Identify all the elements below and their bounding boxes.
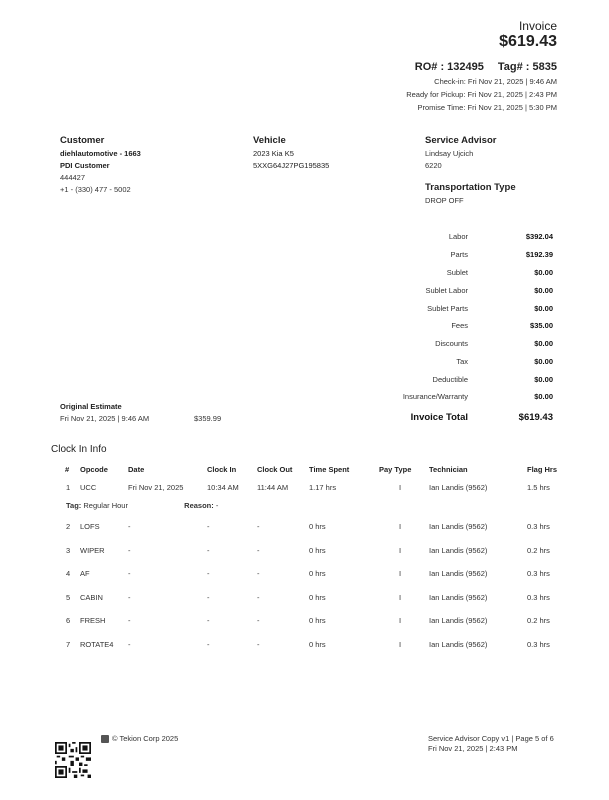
cell: ROTATE4 (80, 639, 114, 649)
qr-code-icon (55, 742, 91, 778)
summary-label: Fees (451, 321, 468, 330)
cell: 0 hrs (309, 522, 326, 532)
cell: - (128, 569, 131, 579)
table-row (60, 633, 567, 657)
summary-row-sublet (333, 268, 553, 282)
vehicle-block (253, 135, 329, 172)
summary-row-sublet-parts (333, 304, 553, 318)
cell: 3 (66, 545, 71, 555)
col-header: Pay Type (379, 464, 412, 474)
cell: 2 (66, 522, 71, 532)
cell: I (399, 616, 402, 626)
cell: WIPER (80, 545, 105, 555)
cell: 1.5 hrs (527, 483, 550, 492)
service-advisor-heading: Service Advisor (425, 135, 497, 146)
summary-row-parts (333, 250, 553, 264)
check-in-time: Check-in: Fri Nov 21, 2025 | 9:46 AM (434, 77, 557, 86)
tag-reason-line (66, 501, 218, 510)
cell: 0 hrs (309, 569, 326, 579)
cell: - (128, 616, 131, 626)
service-advisor-name: Lindsay Ujcich (425, 149, 474, 158)
cell: FRESH (80, 616, 106, 626)
summary-value: $392.04 (525, 232, 553, 241)
cell: Ian Landis (9562) (429, 592, 488, 602)
col-header: Technician (429, 464, 468, 474)
summary-value: $35.00 (530, 321, 553, 330)
original-estimate-amount: $359.99 (194, 414, 222, 423)
summary-label: Labor (448, 232, 468, 241)
copyright-text: © Tekion Corp 2025 (112, 734, 179, 743)
promise-time: Promise Time: Fri Nov 21, 2025 | 5:30 PM (417, 103, 557, 112)
original-estimate-heading: Original Estimate (60, 402, 122, 411)
cell: I (399, 483, 402, 492)
cell: I (399, 639, 402, 649)
tag-value: Regular Hour (83, 501, 128, 510)
summary-label: Insurance/Warranty (402, 392, 468, 401)
reason-label: Reason: (184, 501, 214, 510)
cell: Ian Landis (9562) (429, 639, 488, 649)
service-advisor-block (425, 135, 516, 207)
cell: 6 (66, 616, 71, 626)
cell: Ian Landis (9562) (429, 522, 488, 532)
clock-in-header-row (60, 461, 567, 477)
ready-for-pickup-time: Ready for Pickup: Fri Nov 21, 2025 | 2:43 PM (406, 90, 557, 99)
col-header: Time Spent (309, 464, 350, 474)
cell: AF (80, 569, 90, 579)
summary-row-insurance-warranty (333, 392, 553, 406)
cell: - (257, 522, 260, 532)
cell: CABIN (80, 592, 103, 602)
cell: - (128, 592, 131, 602)
clock-in-heading: Clock In Info (51, 444, 107, 455)
cell: Fri Nov 21, 2025 (128, 483, 184, 492)
cell: 0.3 hrs (527, 639, 550, 649)
summary-label: Parts (450, 250, 468, 259)
cell: 0 hrs (309, 639, 326, 649)
cell: I (399, 592, 402, 602)
customer-type: PDI Customer (60, 161, 110, 170)
cell: - (207, 522, 210, 532)
ro-number: RO# : 132495 (414, 61, 484, 73)
summary-row-sublet-labor (333, 286, 553, 300)
cell: Ian Landis (9562) (429, 569, 488, 579)
service-advisor-number: 6220 (425, 161, 442, 170)
col-header: # (65, 464, 70, 474)
table-row (60, 539, 567, 563)
printed-time: Fri Nov 21, 2025 | 2:43 PM (428, 744, 518, 753)
cell: 0.2 hrs (527, 545, 550, 555)
col-header: Flag Hrs (527, 464, 558, 474)
footer-page-info (428, 734, 554, 754)
summary-row-discounts (333, 339, 553, 353)
customer-heading: Customer (60, 135, 105, 146)
cell: - (257, 592, 260, 602)
summary-label: Deductible (432, 375, 468, 384)
summary-label: Tax (456, 357, 468, 366)
table-row (60, 609, 567, 633)
cell: - (257, 569, 260, 579)
invoice-total-value: $619.43 (518, 412, 553, 423)
summary-row-deductible (333, 375, 553, 389)
cell: Ian Landis (9562) (429, 545, 488, 555)
cell: 11:44 AM (257, 483, 289, 492)
cell: 1 (66, 483, 71, 492)
cell: Ian Landis (9562) (429, 483, 488, 492)
cell: 10:34 AM (207, 483, 239, 492)
cell: 1.17 hrs (309, 483, 337, 492)
cell: 0.3 hrs (527, 592, 550, 602)
summary-value: $0.00 (534, 375, 553, 384)
summary-label: Sublet Parts (427, 304, 468, 313)
cell: - (128, 522, 131, 532)
cell: UCC (80, 483, 97, 492)
summary-value: $0.00 (534, 286, 553, 295)
cell: - (207, 639, 210, 649)
original-estimate-date: Fri Nov 21, 2025 | 9:46 AM (60, 414, 150, 423)
summary-row-invoice-total (333, 412, 553, 428)
cell: LOFS (80, 522, 100, 532)
summary-value: $0.00 (534, 357, 553, 366)
ro-tag-line (415, 61, 557, 73)
table-row (60, 562, 567, 586)
cell: 0.2 hrs (527, 616, 550, 626)
cell: Ian Landis (9562) (429, 616, 488, 626)
summary-label: Sublet Labor (425, 286, 468, 295)
cell: I (399, 569, 402, 579)
tag-label: Tag: (66, 501, 82, 510)
original-estimate-block (60, 401, 240, 425)
clock-in-table (60, 461, 567, 656)
customer-name: diehlautomotive - 1663 (60, 149, 141, 158)
cell: 0 hrs (309, 545, 326, 555)
cell: 5 (66, 592, 71, 602)
summary-value: $0.00 (534, 339, 553, 348)
cell: - (207, 616, 210, 626)
summary-value: $0.00 (534, 392, 553, 401)
cell: - (207, 545, 210, 555)
invoice-label: Invoice (518, 19, 557, 33)
cell: 0 hrs (309, 592, 326, 602)
cell: 7 (66, 639, 71, 649)
table-row (60, 586, 567, 610)
customer-id: 444427 (60, 173, 86, 182)
customer-block (60, 135, 141, 196)
table-row (60, 515, 567, 539)
footer-copyright (101, 734, 178, 743)
cell: 0 hrs (309, 616, 326, 626)
summary-row-labor (333, 232, 553, 246)
col-header: Opcode (80, 464, 108, 474)
transportation-heading: Transportation Type (425, 182, 516, 193)
cell: - (128, 639, 131, 649)
transportation-value: DROP OFF (425, 196, 464, 205)
cell: - (257, 616, 260, 626)
cell: - (207, 569, 210, 579)
cell: 0.3 hrs (527, 569, 550, 579)
summary-value: $0.00 (534, 304, 553, 313)
col-header: Clock In (207, 464, 237, 474)
vehicle-description: 2023 Kia K5 (253, 149, 294, 158)
summary-row-fees (333, 321, 553, 335)
cell: - (128, 545, 131, 555)
cell: 0.3 hrs (527, 522, 550, 532)
summary-label: Sublet (446, 268, 468, 277)
cell: I (399, 545, 402, 555)
tekion-logo-icon (101, 735, 109, 743)
summary-value: $192.39 (525, 250, 553, 259)
cell: - (257, 639, 260, 649)
customer-phone: +1 - (330) 477 - 5002 (60, 185, 131, 194)
copy-info: Service Advisor Copy v1 | Page 5 of 6 (428, 734, 554, 743)
invoice-total-label: Invoice Total (410, 412, 468, 423)
reason-value: - (215, 501, 219, 510)
summary-label: Discounts (435, 339, 468, 348)
summary-row-tax (333, 357, 553, 371)
summary-value: $0.00 (534, 268, 553, 277)
cell: - (257, 545, 260, 555)
cell: - (207, 592, 210, 602)
col-header: Clock Out (257, 464, 293, 474)
vehicle-vin: 5XXG64J27PG195835 (253, 161, 330, 170)
cell: I (399, 522, 402, 532)
vehicle-heading: Vehicle (253, 135, 286, 146)
cell: 4 (66, 569, 71, 579)
col-header: Date (128, 464, 145, 474)
tag-number: Tag# : 5835 (497, 61, 557, 73)
invoice-total-header: $619.43 (499, 33, 557, 50)
